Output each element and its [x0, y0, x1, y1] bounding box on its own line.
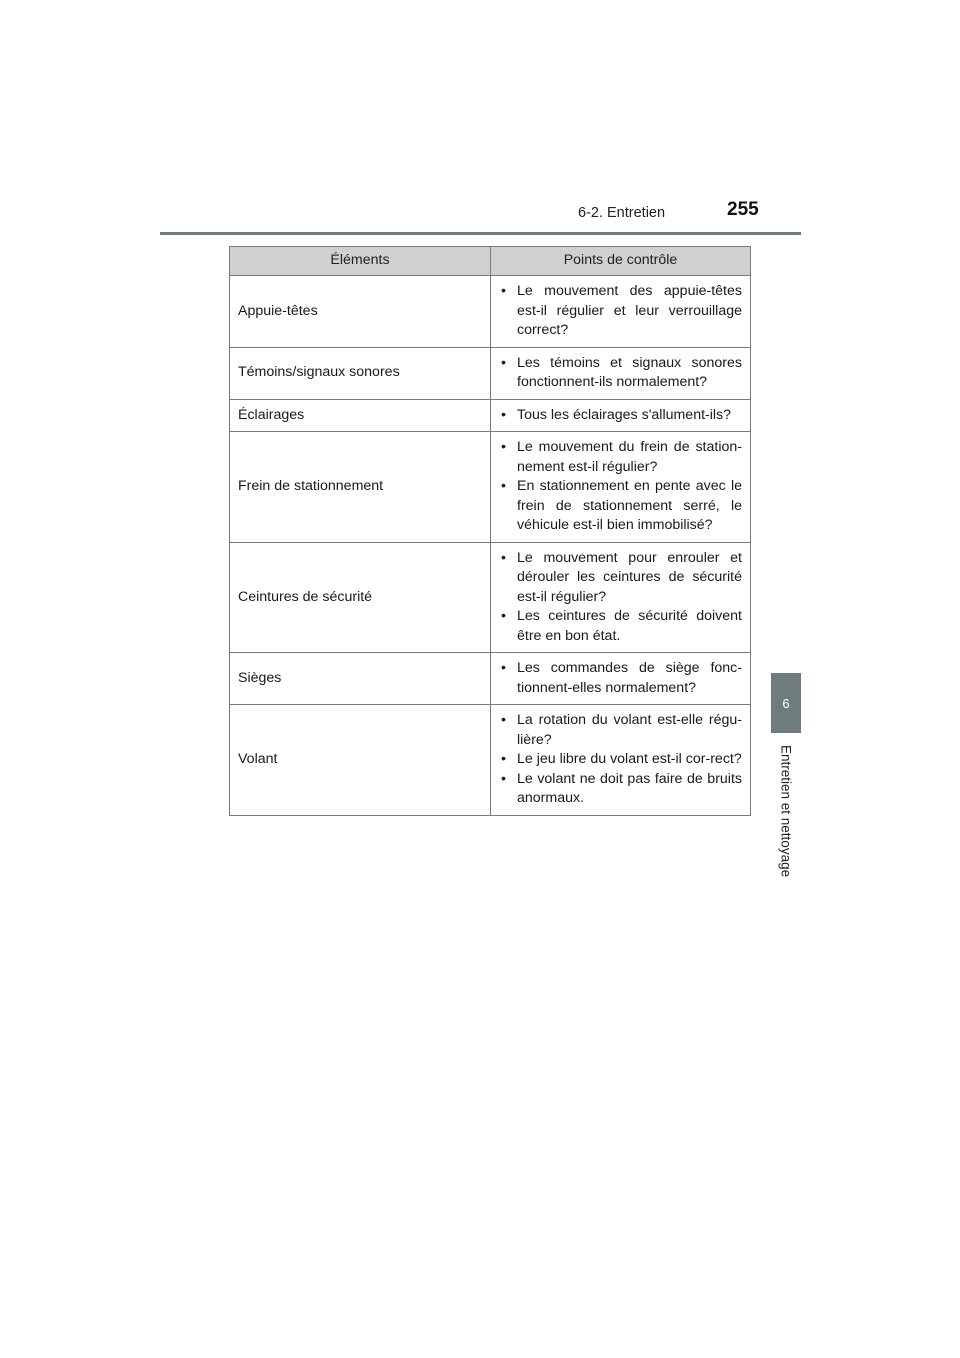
table-row — [230, 399, 751, 432]
section-title: 6-2. Entretien — [578, 205, 666, 221]
header-divider — [160, 232, 801, 235]
row-checks — [491, 705, 751, 816]
check-point: • Le mouvement des appuie-têtes est-il régulier et leur verrouillage correct? — [499, 282, 742, 341]
row-item: Appuie-têtes — [230, 276, 491, 348]
row-item: Ceintures de sécurité — [230, 542, 491, 653]
table-row — [230, 347, 751, 399]
column-header-checks: Points de contrôle — [491, 247, 751, 276]
table-row — [230, 276, 751, 348]
chapter-title: Entretien et nettoyage — [778, 745, 794, 878]
row-item: Éclairages — [230, 399, 491, 432]
table-row — [230, 653, 751, 705]
check-point: • En stationnement en pente avec le frein de stationnement serré, le véhicule est-il bien immobilisé? — [499, 477, 742, 536]
row-checks — [491, 347, 751, 399]
row-item: Frein de stationnement — [230, 432, 491, 543]
check-point: • Le jeu libre du volant est-il cor-rect? — [499, 750, 742, 770]
check-point: • Le mouvement pour enrouler et dérouler les ceintures de sécurité est-il régulier? — [499, 549, 742, 608]
check-point: • La rotation du volant est-elle régu-lière? — [499, 711, 742, 750]
table-row — [230, 542, 751, 653]
row-checks — [491, 276, 751, 348]
row-checks — [491, 399, 751, 432]
table-row — [230, 432, 751, 543]
check-point: • Les commandes de siège fonc-tionnent-elles normalement? — [499, 659, 742, 698]
row-item: Volant — [230, 705, 491, 816]
table-row — [230, 705, 751, 816]
maintenance-table — [229, 246, 751, 816]
row-item: Témoins/signaux sonores — [230, 347, 491, 399]
check-point: • Tous les éclairages s'allument-ils? — [499, 406, 742, 426]
table-header-row — [230, 247, 751, 276]
check-point: • Le volant ne doit pas faire de bruits anormaux. — [499, 770, 742, 809]
check-point: • Le mouvement du frein de station-nement est-il régulier? — [499, 438, 742, 477]
chapter-tab — [771, 673, 801, 733]
check-point: • Les témoins et signaux sonores fonctionnent-ils normalement? — [499, 354, 742, 393]
row-item: Sièges — [230, 653, 491, 705]
page-number: 255 — [727, 199, 759, 220]
column-header-items: Éléments — [230, 247, 491, 276]
check-point: • Les ceintures de sécurité doivent être en bon état. — [499, 607, 742, 646]
row-checks — [491, 653, 751, 705]
row-checks — [491, 432, 751, 543]
row-checks — [491, 542, 751, 653]
chapter-number: 6 — [782, 695, 790, 711]
